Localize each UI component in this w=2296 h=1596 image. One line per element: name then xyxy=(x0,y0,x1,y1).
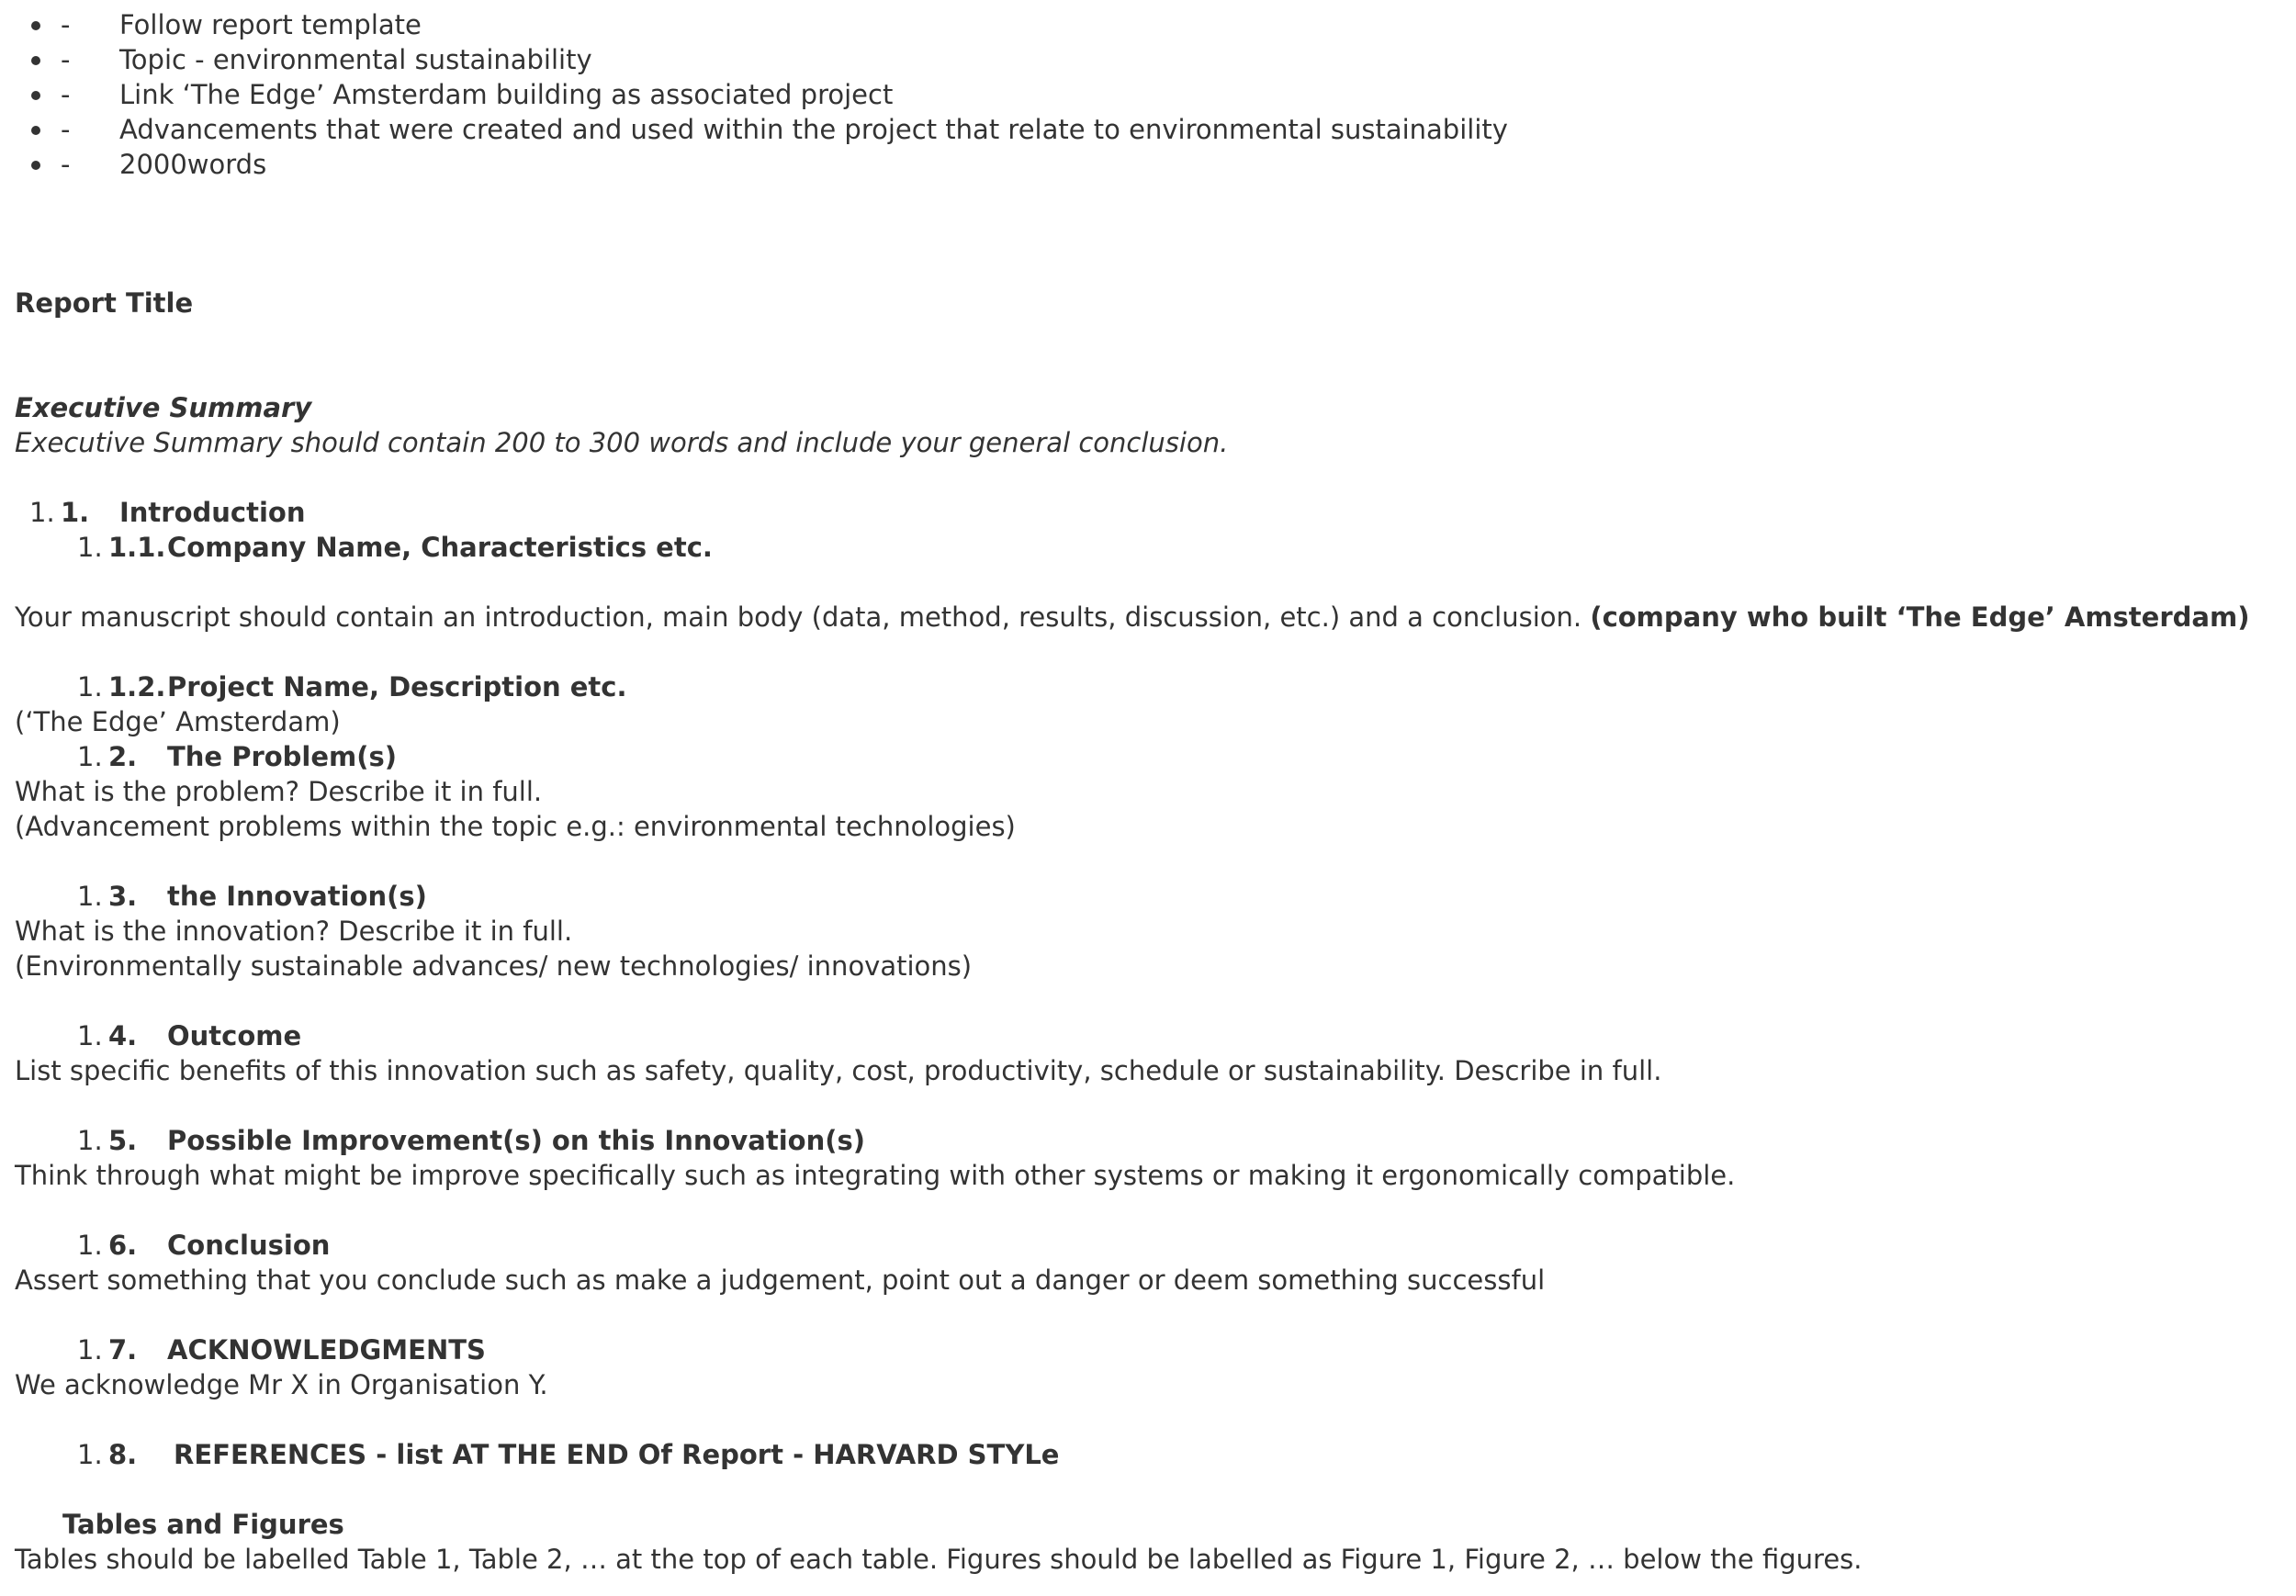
list-marker: 1. xyxy=(77,671,103,702)
list-item-text: 2000words xyxy=(119,149,267,180)
list-marker: 1. xyxy=(77,741,103,772)
section-title: Introduction xyxy=(119,497,306,528)
dash-marker: - xyxy=(61,9,71,40)
list-item-text: Topic - environmental sustainability xyxy=(119,44,592,75)
conclusion-text: Assert something that you conclude such as make a judgement, point out a danger or deem something successful xyxy=(15,1264,1546,1296)
dash-marker: - xyxy=(61,149,71,180)
executive-summary-heading: Executive Summary xyxy=(15,392,312,423)
section-number: 1.1. xyxy=(108,532,166,563)
section-number: 1. xyxy=(61,497,90,528)
section-title: Conclusion xyxy=(167,1230,331,1261)
innovation-text-2: (Environmentally sustainable advances/ new technologies/ innovations) xyxy=(15,950,973,982)
section-title: Possible Improvement(s) on this Innovation(s) xyxy=(167,1125,866,1156)
acknowledgments-text: We acknowledge Mr X in Organisation Y. xyxy=(15,1369,548,1400)
bullet-icon xyxy=(31,161,40,170)
company-text-bold: (company who built ‘The Edge’ Amsterdam) xyxy=(1590,601,2250,633)
list-marker: 1. xyxy=(29,497,55,528)
company-text-regular: Your manuscript should contain an introduction, main body (data, method, results, discussion, etc.) and a conclusion. xyxy=(15,601,1591,633)
list-marker: 1. xyxy=(77,1020,103,1051)
section-title: Company Name, Characteristics etc. xyxy=(167,532,713,563)
list-marker: 1. xyxy=(77,1230,103,1261)
bullet-icon xyxy=(31,21,40,30)
dash-marker: - xyxy=(61,44,71,75)
section-number: 3. xyxy=(108,881,138,912)
bullet-icon xyxy=(31,126,40,135)
list-marker: 1. xyxy=(77,532,103,563)
section-title: ACKNOWLEDGMENTS xyxy=(167,1334,486,1366)
list-marker: 1. xyxy=(77,1334,103,1366)
section-title: REFERENCES - list AT THE END Of Report - HARVARD STYLe xyxy=(174,1439,1060,1470)
section-title: Project Name, Description etc. xyxy=(167,671,627,702)
dash-marker: - xyxy=(61,114,71,145)
section-number: 7. xyxy=(108,1334,138,1366)
improvements-text: Think through what might be improve specifically such as integrating with other systems or making it ergonomically compatible. xyxy=(15,1160,1736,1191)
section-number: 2. xyxy=(108,741,138,772)
list-marker: 1. xyxy=(77,1439,103,1470)
tables-figures-heading: Tables and Figures xyxy=(62,1509,344,1540)
list-item-text: Link ‘The Edge’ Amsterdam building as associated project xyxy=(119,79,894,110)
section-number: 5. xyxy=(108,1125,138,1156)
section-number: 8. xyxy=(108,1439,138,1470)
innovation-text-1: What is the innovation? Describe it in full. xyxy=(15,916,573,947)
section-title: Outcome xyxy=(167,1020,302,1051)
company-text xyxy=(15,600,2249,635)
bullet-icon xyxy=(31,91,40,100)
section-title: the Innovation(s) xyxy=(167,881,427,912)
section-number: 4. xyxy=(108,1020,138,1051)
section-number: 1.2. xyxy=(108,671,166,702)
problem-text-1: What is the problem? Describe it in full. xyxy=(15,776,543,807)
executive-summary-text: Executive Summary should contain 200 to 300 words and include your general conclusion. xyxy=(15,427,1229,458)
bullet-icon xyxy=(31,56,40,65)
outcome-text: List specific benefits of this innovation such as safety, quality, cost, productivity, schedule or sustainability. Describe in full. xyxy=(15,1055,1662,1086)
section-number: 6. xyxy=(108,1230,138,1261)
project-text: (‘The Edge’ Amsterdam) xyxy=(15,706,341,737)
report-title: Report Title xyxy=(15,287,194,319)
list-marker: 1. xyxy=(77,1125,103,1156)
dash-marker: - xyxy=(61,79,71,110)
tables-figures-text: Tables should be labelled Table 1, Table 2, … at the top of each table. Figures should be labelled as Figure 1, Figure 2, … below the figures. xyxy=(15,1544,1863,1575)
problem-text-2: (Advancement problems within the topic e.g.: environmental technologies) xyxy=(15,811,1016,842)
section-title: The Problem(s) xyxy=(167,741,398,772)
list-item-text: Follow report template xyxy=(119,9,422,40)
list-item-text: Advancements that were created and used within the project that relate to environmental sustainability xyxy=(119,114,1508,145)
list-marker: 1. xyxy=(77,881,103,912)
